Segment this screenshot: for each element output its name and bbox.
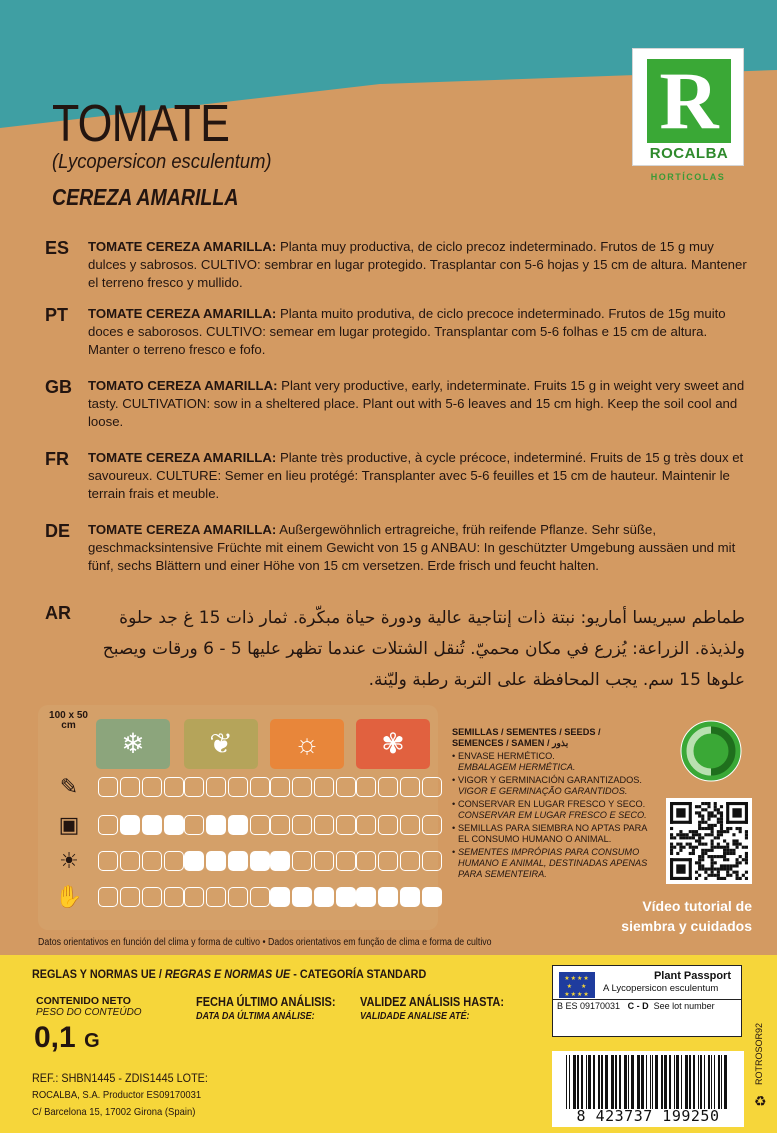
passport-codes: B ES 09170031 C - D See lot number <box>557 1001 715 1011</box>
lang-code-ar: AR <box>45 603 71 623</box>
calendar-cell <box>98 887 118 907</box>
calendar-cell <box>336 851 356 871</box>
footer-panel <box>0 955 777 1133</box>
seed-info-item: • ENVASE HERMÉTICO. EMBALAGEM HERMÉTICA. <box>452 751 657 773</box>
last-analysis-label-pt: DATA DA ÚLTIMA ANÁLISE: <box>196 1011 315 1022</box>
calendar-cell <box>120 777 140 797</box>
lang-code-es: ES <box>45 238 70 258</box>
net-content-label: CONTENIDO NETO <box>36 995 131 1007</box>
row-transplant-icon: ☀ <box>59 848 79 873</box>
calendar-cell <box>184 777 204 797</box>
calendar-cell <box>142 815 162 835</box>
calendar-cell <box>314 815 334 835</box>
seed-info-item: • VIGOR Y GERMINACIÓN GARANTIZADOS. VIGOR E GERMINAÇÃO GARANTIDOS. <box>452 775 657 797</box>
recycle-icon: ♻ <box>754 1093 767 1109</box>
row-sowing-direct <box>96 777 436 801</box>
leaf-icon: ❦ <box>184 719 258 769</box>
calendar-cell <box>120 887 140 907</box>
calendar-cell <box>164 815 184 835</box>
calendar-cell <box>292 815 312 835</box>
green-dot-recycling-icon <box>680 720 742 782</box>
calendar-cell <box>120 815 140 835</box>
lang-code-pt: PT <box>45 305 69 325</box>
calendar-cell <box>356 887 376 907</box>
lang-code-de: DE <box>45 521 71 541</box>
calendar-cell <box>228 887 248 907</box>
calendar-cell <box>292 887 312 907</box>
row-harvest-icon: ✋ <box>55 884 83 909</box>
passport-title: Plant Passport <box>653 970 731 982</box>
calendar-cell <box>270 851 290 871</box>
calendar-cell <box>98 851 118 871</box>
calendar-cell <box>336 887 356 907</box>
variety-name: CEREZA AMARILLA <box>52 184 239 210</box>
sun-icon: ☼ <box>270 719 344 769</box>
disclaimer: Datos orientativos en función del clima y forma de cultivo • Dados orientativos em função de clima e forma de cultivo <box>38 937 492 948</box>
row-harvest <box>96 887 436 911</box>
qr-code-icon[interactable] <box>666 798 752 884</box>
validity-label-pt: VALIDADE ANALISE ATÉ: <box>360 1011 470 1022</box>
reference: REF.: SHBN1445 - ZDIS1445 LOTE: <box>32 1071 208 1085</box>
calendar-cell <box>98 815 118 835</box>
lang-text-es: TOMATE CEREZA AMARILLA: Planta muy productiva, de ciclo precoz indeterminado. Frutos de 15 g muy dulces y sabrosos. CULTIVO: sembrar en lugar protegido. Trasplantar con 5-6 hojas y 15 cm de altura. Mantener el terreno fresco y mullido. <box>88 239 747 290</box>
calendar-cell <box>206 851 226 871</box>
lang-code-fr: FR <box>45 449 69 469</box>
lang-text-fr: TOMATE CEREZA AMARILLA: Plante très productive, à cycle précoce, indeterminé. Fruits de 15 g très doux et savoureux. CULTURE: Semer en lieu protégé: Transplanter avec 5-6 feuilles et 15 cm de hauteur. Maintenir le terrain frais et meuble. <box>88 450 744 501</box>
calendar-cell <box>164 851 184 871</box>
calendar-cell <box>356 851 376 871</box>
seed-info-list <box>452 727 657 880</box>
calendar-cell <box>314 851 334 871</box>
barcode-bars <box>552 1055 744 1111</box>
calendar-cell <box>292 777 312 797</box>
calendar-cell <box>356 815 376 835</box>
calendar-cell <box>422 887 442 907</box>
calendar-cell <box>336 777 356 797</box>
calendar-cell <box>270 777 290 797</box>
calendar-cell <box>400 851 420 871</box>
calendar-cell <box>142 887 162 907</box>
calendar-cell <box>228 851 248 871</box>
lang-text-pt: TOMATE CEREZA AMARILLA: Planta muito produtiva, de ciclo precoce indeterminado. Frutos de 15g muito doces e saborosos. CULTIVO: semear em lugar protegido. Transplantar com 5-6 folhas e 15 cm de altura. Manter o terreno fresco e fofo. <box>88 306 726 357</box>
calendar-cell <box>250 887 270 907</box>
row-sowing-direct-icon: ✎ <box>59 774 79 799</box>
plant-spacing: 100 x 50 cm <box>49 710 88 731</box>
product-title: TOMATE <box>52 95 230 153</box>
calendar-cell <box>250 777 270 797</box>
calendar-cell <box>142 777 162 797</box>
calendar-cell <box>400 887 420 907</box>
latin-name: (Lycopersicon esculentum) <box>52 151 272 173</box>
vertical-code: ROTROSOR92 <box>754 1022 764 1085</box>
seed-info-item: • SEMENTES IMPRÓPIAS PARA CONSUMO HUMANO E ANIMAL, DESTINADAS APENAS PARA SEMENTEIRA. <box>452 847 657 880</box>
calendar-cell <box>98 777 118 797</box>
lang-text-ar: طماطم سيريسا أماريو: نبتة ذات إنتاجية عالية ودورة حياة مبكّرة. ثمار ذات 15 غ جد حلوة ولذيذة. الزراعة: يُزرع في مكان محميّ. تُنقل الشتلات عندما تظهر عليها 5 - 6 ورقات ويصبح علوها 15 سم. يجب المحافظة على التربة رطبة وليّنة. <box>102 608 745 690</box>
calendar-cell <box>184 815 204 835</box>
calendar-cell <box>378 815 398 835</box>
eu-flag-icon: ★★★★ ★ ★ ★★★★ <box>559 972 595 998</box>
address: C/ Barcelona 15, 17002 Girona (Spain) <box>32 1106 196 1118</box>
calendar-cell <box>206 815 226 835</box>
logo-tagline: HORTÍCOLAS <box>650 172 726 182</box>
row-sowing-protected <box>96 815 436 839</box>
calendar-cell <box>164 887 184 907</box>
lang-code-gb: GB <box>45 377 72 397</box>
seed-info-heading-2: SEMENCES / SAMEN / بذور <box>452 738 569 748</box>
calendar-cell <box>206 887 226 907</box>
seed-info-item: • SEMILLAS PARA SIEMBRA NO APTAS PARA EL CONSUMO HUMANO O ANIMAL. <box>452 823 657 845</box>
brand-logo <box>632 48 744 198</box>
passport-species: A Lycopersicon esculentum <box>603 983 719 994</box>
validity-label: VALIDEZ ANÁLISIS HASTA: <box>360 995 505 1009</box>
logo-letter: R <box>647 59 731 143</box>
calendar-cell <box>314 777 334 797</box>
eu-rules: REGLAS Y NORMAS UE / REGRAS E NORMAS UE - CATEGORÍA STANDARD <box>32 967 427 981</box>
calendar-cell <box>270 887 290 907</box>
logo-brand: ROCALBA <box>649 145 729 162</box>
calendar-cell <box>250 851 270 871</box>
calendar-cell <box>422 851 442 871</box>
calendar-cell <box>292 851 312 871</box>
calendar-cell <box>378 777 398 797</box>
maple-leaf-icon: ✾ <box>356 719 430 769</box>
calendar-cell <box>120 851 140 871</box>
calendar-cell <box>378 851 398 871</box>
row-transplant <box>96 851 436 875</box>
calendar-cell <box>422 777 442 797</box>
calendar-cell <box>206 777 226 797</box>
logo-box <box>632 48 744 166</box>
calendar-cell <box>314 887 334 907</box>
row-sowing-protected-icon: ▣ <box>58 812 80 837</box>
calendar-cell <box>142 851 162 871</box>
seed-info-item: • CONSERVAR EN LUGAR FRESCO Y SECO. CONSERVAR EM LUGAR FRESCO E SECO. <box>452 799 657 821</box>
plant-passport <box>552 965 742 1037</box>
calendar-cell <box>336 815 356 835</box>
passport-divider <box>553 999 741 1000</box>
lang-text-de: TOMATE CEREZA AMARILLA: Außergewöhnlich ertragreiche, früh reifende Pflanze. Sehr süße, geschmacksintensive Früchte mit einem Gewicht von 15 g ANBAU: In geschützter Umgebung aussäen und mit fünf, sechs Blättern und einer Höhe von 15 cm versetzen. Erde frisch und feucht halten. <box>88 522 736 573</box>
sowing-calendar <box>38 705 438 930</box>
snowflake-icon: ❄ <box>96 719 170 769</box>
calendar-cell <box>164 777 184 797</box>
calendar-cell <box>378 887 398 907</box>
calendar-cell <box>422 815 442 835</box>
barcode <box>552 1051 744 1127</box>
calendar-cell <box>184 887 204 907</box>
calendar-cell <box>184 851 204 871</box>
calendar-cell <box>250 815 270 835</box>
calendar-cell <box>356 777 376 797</box>
video-tutorial-label: Vídeo tutorial de siembra y cuidados <box>621 898 752 934</box>
net-content-value: 0,1 G <box>34 1021 100 1054</box>
producer: ROCALBA, S.A. Productor ES09170031 <box>32 1089 202 1101</box>
seed-info-heading-1: SEMILLAS / SEMENTES / SEEDS / <box>452 727 601 737</box>
calendar-cell <box>270 815 290 835</box>
calendar-cell <box>400 777 420 797</box>
barcode-number: 8 423737 199250 <box>576 1107 720 1125</box>
calendar-cell <box>228 815 248 835</box>
calendar-cell <box>228 777 248 797</box>
calendar-cell <box>400 815 420 835</box>
net-content-label-pt: PESO DO CONTEÚDO <box>36 1007 142 1018</box>
lang-text-gb: TOMATO CEREZA AMARILLA: Plant very productive, early, indeterminate. Fruits 15 g in weight very sweet and tasty. CULTIVATION: sow in a sheltered place. Plant out with 5-6 leaves and 15 cm high. Keep the soil cool and loose. <box>88 378 745 429</box>
last-analysis-label: FECHA ÚLTIMO ANÁLISIS: <box>196 995 336 1009</box>
